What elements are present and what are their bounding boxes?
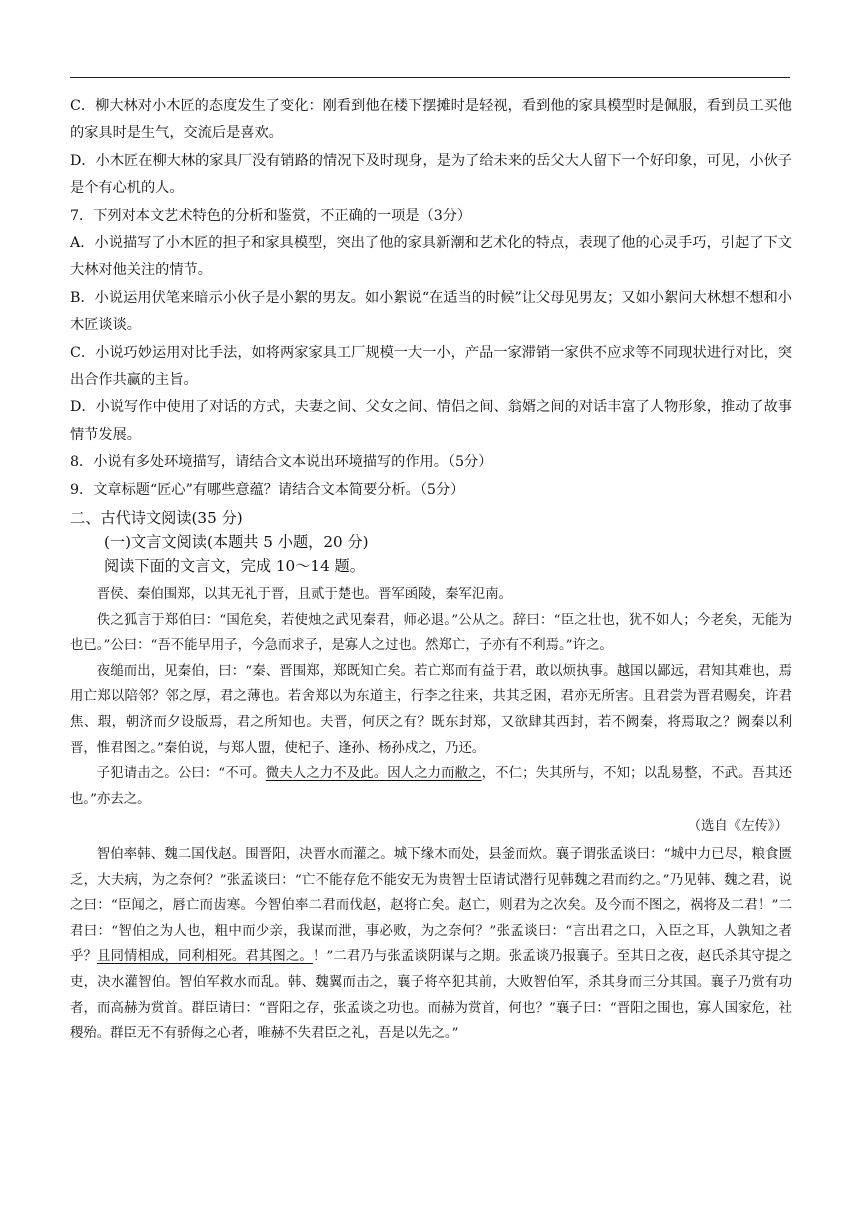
passage1-paragraph-4 [70,761,792,812]
underlined-sentence-2: 且同情相成，同利相死。君其图之。 [97,949,313,965]
passage1-paragraph-1: 晋侯、秦伯围郑，以其无礼于晋，且贰于楚也。晋军函陵，秦军氾南。 [96,587,512,603]
q6-option-d: D．小木匠在柳大林的家具厂没有销路的情况下及时现身，是为了给未来的岳父大人留下一个好印象，可见，小伙子是个有心机的人。 [70,152,792,197]
passage1-paragraph-2: 佚之狐言于郑伯曰：“国危矣，若使烛之武见秦君，师必退。”公从之。辞曰：“臣之壮也，犹不如人；今老矣，无能为也已。”公曰：“吾不能早用子，今急而求子，是寡人之过也。然郑亡，子亦有不利焉。”许之。 [70,612,792,654]
passage2-text-b: ！”二君乃与张孟谈阴谋与之期。张孟谈乃报襄子。至其日之夜，赵氏杀其守提之吏，决水灌智伯。智伯军救水而乱。韩、魏翼而击之，襄子将卒犯其前，大败智伯军，杀其身而三分其国。襄子乃赏有功者，而高赫为赏首。群臣请曰：“晋阳之存，张孟谈之功也。而赫为赏首，何也？”襄子曰：“晋阳之围也，寡人国家危，社稷殆。群臣无不有骄侮之心者，唯赫不失君臣之礼，吾是以先之。” [70,949,793,1042]
underlined-sentence-1: 微夫人之力不及此。因人之力而敝之 [265,766,482,782]
passage1-p4-text-b: ，不仁；失其所与，不知；以乱易整，不武。吾其还也。”亦去之。 [70,766,792,807]
q7-option-b: B．小说运用伏笔来暗示小伙子是小絮的男友。如小絮说“在适当的时候”让父母见男友；又如小絮问大林想不想和小木匠谈谈。 [70,289,792,334]
page-content [70,93,792,1047]
passage1-p4-text-a: 子犯请击之。公曰：“不可。 [96,766,266,782]
passage1-paragraph-3: 夜缒而出，见秦伯，曰：“秦、晋围郑，郑既知亡矣。若亡郑而有益于君，敢以烦执事。越国以鄙远，君知其难也，焉用亡郑以陪邻？邻之厚，君之薄也。若舍郑以为东道主，行李之往来，共其乏困，君亦无所害。且君尝为晋君赐矣，许君焦、瑕，朝济而夕设版焉，君之所知也。夫晋，何厌之有？既东封郑，又欲肆其西封，若不阙秦，将焉取之？阙秦以利晋，惟君图之。”秦伯说，与郑人盟，使杞子、逢孙、杨孙戍之，乃还。 [70,663,792,756]
header-rule [70,77,790,78]
q7-stem: 7．下列对本文艺术特色的分析和鉴赏，不正确的一项是（3分） [70,207,472,224]
q7-option-d: D．小说写作中使用了对话的方式，夫妻之间、父女之间、情侣之间、翁婿之间的对话丰富了人物形象，推动了故事情节发展。 [70,399,792,443]
passage1-source: （选自《左传》） [687,819,788,835]
passage2-paragraph [70,842,792,1047]
section-title: 二、古代诗文阅读(35 分) [70,509,243,528]
question-8: 8．小说有多处环境描写，请结合文本说出环境描写的作用。（5分） [70,454,493,471]
reading-instruction: 阅读下面的文言文，完成 10～14 题。 [104,557,365,576]
q6-option-c: C．柳大林对小木匠的态度发生了变化：刚看到他在楼下摆摊时是轻视，看到他的家具模型时是佩服，看到员工买他的家具时是生气，交流后是喜欢。 [70,98,792,142]
q7-option-a: A．小说描写了小木匠的担子和家具模型，突出了他的家具新潮和艺术化的特点，表现了他的心灵手巧，引起了下文大林对他关注的情节。 [70,235,792,279]
subsection-title: (一)文言文阅读(本题共 5 小题，20 分) [104,533,369,552]
q7-option-c: C．小说巧妙运用对比手法，如将两家家具工厂规模一大一小，产品一家滞销一家供不应求等不同现状进行对比，突出合作共赢的主旨。 [70,344,792,389]
question-9: 9．文章标题“匠心”有哪些意蕴？请结合文本简要分析。（5分） [70,481,465,498]
passage2-text-a: 智伯率韩、魏二国伐赵。围晋阳，决晋水而灌之。城下缘木而处，县釜而炊。襄子谓张孟谈曰：“城中力已尽，粮食匮乏，大夫病，为之奈何？”张孟谈曰：“亡不能存危不能安无为贵智士臣请试潜行见韩魏之君而约之。”乃见韩、魏之君，说之曰：“臣闻之，唇亡而齿寒。今智伯率二君而伐赵，赵将亡矣。赵亡，则君为之次矣。及今而不图之，祸将及二君！”二君曰：“智伯之为人也，粗中而少亲，我谋而泄，事必败，为之奈何？”张孟谈曰：“言出君之口，入臣之耳，人孰知之者乎？ [70,847,792,965]
